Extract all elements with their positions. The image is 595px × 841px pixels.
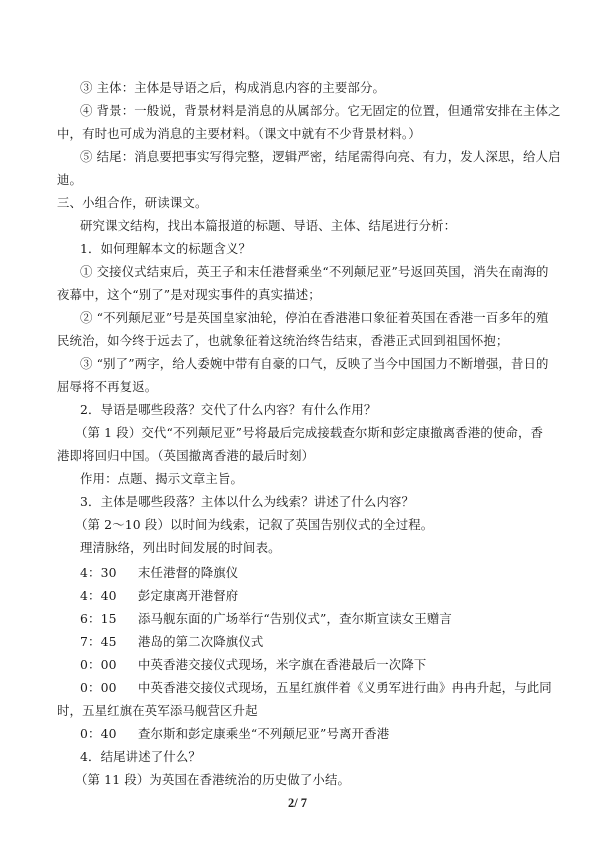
paragraph-line: ③ “别了”两字，给人委婉中带有自豪的口气，反映了当今中国国力不断增强，昔日的 [80, 356, 549, 371]
timeline-time: 0：00 [80, 657, 117, 672]
timeline-row [80, 680, 552, 696]
timeline-event: 中英香港交接仪式现场，米字旗在香港最后一次降下 [138, 657, 427, 672]
timeline-row [80, 657, 426, 673]
paragraph-line: 民统治，如今终于远去了，也就象征着这统治终告结束，香港正式回到祖国怀抱； [57, 333, 509, 348]
paragraph-line: 中，有时也可成为消息的主要材料。（课文中就有不少背景材料。） [57, 126, 421, 141]
timeline-time: 6：15 [80, 611, 117, 626]
paragraph-line: ① 交接仪式结束后，英王子和末任港督乘坐“不列颠尼亚”号返回英国，消失在南海的 [80, 264, 549, 279]
paragraph-line: ② “不列颠尼亚”号是英国皇家油轮，停泊在香港港口象征着英国在香港一百多年的殖 [80, 310, 549, 325]
timeline-time: 0：40 [80, 726, 117, 741]
paragraph-line: 迪。 [57, 172, 83, 187]
paragraph-line: 港即将回归中国。（英国撤离香港的最后时刻） [57, 448, 315, 463]
question-line: 2．导语是哪些段落？交代了什么内容？有什么作用？ [80, 402, 377, 417]
paragraph-line: ⑤ 结尾：消息要把事实写得完整，逻辑严密，结尾需得向亮、有力，发人深思，给人启 [80, 149, 561, 164]
question-line: 4．结尾讲述了什么？ [80, 749, 201, 764]
question-line: 1．如何理解本文的标题含义？ [80, 241, 252, 256]
paragraph-line: ④ 背景：一般说，背景材料是消息的从属部分。它无固定的位置，但通常安排在主体之 [80, 103, 561, 118]
paragraph-line: 研究课文结构，找出本篇报道的标题、导语、主体、结尾进行分析： [80, 218, 457, 233]
timeline-event: 中英香港交接仪式现场，五星红旗伴着《义勇军进行曲》冉冉升起，与此同 [138, 680, 552, 695]
timeline-row [80, 611, 452, 627]
timeline-row [80, 588, 238, 604]
timeline-event: 末任港督的降旗仪 [138, 565, 239, 580]
timeline-time: 4：30 [80, 565, 117, 580]
timeline-row [80, 634, 263, 650]
paragraph-line: （第 1 段）交代“不列颠尼亚”号将最后完成接载查尔斯和彭定康撤离香港的使命，香 [75, 425, 544, 440]
section-heading: 三、小组合作，研读课文。 [57, 195, 208, 210]
paragraph-line: ③ 主体：主体是导语之后，构成消息内容的主要部分。 [80, 80, 386, 95]
paragraph-line: 作用：点题、揭示文章主旨。 [80, 471, 244, 486]
timeline-event: 添马舰东面的广场举行“告别仪式”，查尔斯宣读女王赠言 [138, 611, 452, 626]
timeline-continuation: 时，五星红旗在英军添马舰营区升起 [57, 703, 258, 718]
timeline-time: 7：45 [80, 634, 117, 649]
timeline-time: 0：00 [80, 680, 117, 695]
timeline-row [80, 565, 238, 581]
paragraph-line: （第 11 段）为英国在香港统治的历史做了小结。 [75, 772, 351, 787]
paragraph-line: 屈辱将不再复返。 [57, 379, 158, 394]
paragraph-line: （第 2～10 段）以时间为线索，记叙了英国告别仪式的全过程。 [75, 517, 434, 532]
page-number: 2/ 7 [287, 796, 308, 810]
paragraph-line: 夜幕中，这个“别了”是对现实事件的真实描述； [57, 287, 321, 302]
question-line: 3．主体是哪些段落？主体以什么为线索？讲述了什么内容？ [80, 494, 415, 509]
timeline-row [80, 726, 389, 742]
timeline-event: 港岛的第二次降旗仪式 [138, 634, 264, 649]
timeline-event: 查尔斯和彭定康乘坐“不列颠尼亚”号离开香港 [138, 726, 390, 741]
timeline-event: 彭定康离开港督府 [138, 588, 239, 603]
timeline-time: 4：40 [80, 588, 117, 603]
paragraph-line: 理清脉络，列出时间发展的时间表。 [80, 540, 281, 555]
